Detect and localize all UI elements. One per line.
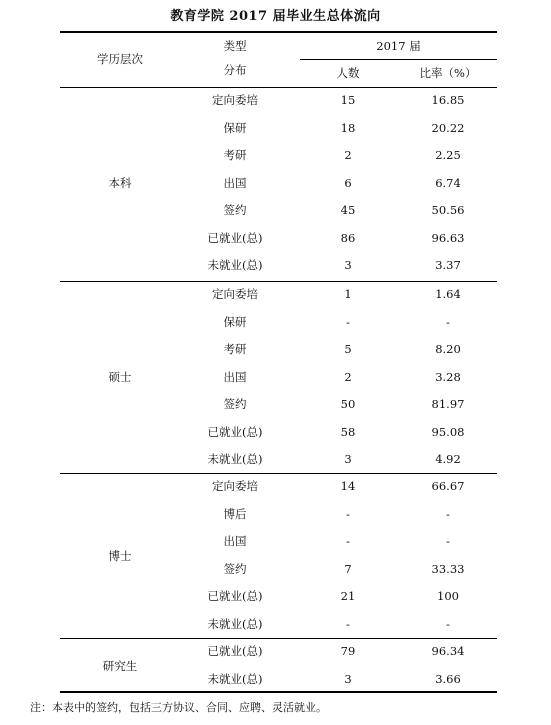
row-count: 6 [344,175,352,190]
row-type: 已就业(总) [207,589,263,603]
row-count: - [346,534,350,548]
row-type: 出国 [223,534,247,548]
row-count: 3 [344,258,352,272]
row-rate: 3.28 [435,369,461,384]
header-count: 人数 [336,66,360,80]
row-type: 已就业(总) [207,644,263,658]
row-type: 定向委培 [212,479,258,493]
row-count: 86 [340,230,356,245]
row-rate: 20.22 [431,120,465,135]
group-level-label: 硕士 [108,370,132,385]
group-divider [60,281,497,282]
row-type: 保研 [223,120,247,135]
row-type: 博后 [223,506,247,521]
row-type: 保研 [223,314,247,329]
row-rate: 100 [437,589,459,603]
row-type: 出国 [223,175,247,190]
table-note: 注：本表中的签约，包括三方协议、合同、应聘、灵活就业。 [30,701,327,714]
group-level-label: 研究生 [102,658,138,673]
table-top-rule [60,31,497,33]
table-title: 教育学院 2017 届毕业生总体流向 [170,9,381,24]
row-type: 定向委培 [212,287,258,301]
row-type: 签约 [223,397,247,411]
row-count: 3 [344,452,352,466]
row-rate: 8.20 [435,342,461,356]
row-count: 50 [340,397,356,411]
row-rate: 33.33 [431,561,465,576]
row-type: 已就业(总) [207,424,263,439]
row-count: 5 [344,342,352,356]
row-type: 未就业(总) [207,258,263,272]
row-count: 2 [344,369,352,384]
row-type: 签约 [223,561,247,576]
row-type: 考研 [223,148,247,162]
row-rate: 1.64 [435,287,461,301]
group-level-label: 本科 [108,176,132,191]
row-count: - [346,314,350,329]
row-count: 79 [340,644,356,658]
group-divider [60,638,497,639]
row-count: 7 [344,561,352,576]
row-rate: 4.92 [435,452,461,466]
row-rate: 81.97 [431,397,465,411]
row-count: 18 [340,120,356,135]
row-count: 14 [340,479,356,493]
table-bottom-rule [60,691,497,693]
row-rate: - [446,616,450,631]
row-rate: 96.63 [431,230,465,245]
row-type: 出国 [223,369,247,384]
row-rate: 2.25 [435,148,461,162]
row-rate: - [446,534,450,548]
row-rate: 50.56 [431,203,465,217]
row-type: 考研 [223,342,247,356]
row-type: 签约 [223,203,247,217]
header-partial-rule [300,59,497,60]
row-type: 已就业(总) [207,230,263,245]
row-rate: 3.37 [435,258,461,272]
header-year: 2017 届 [376,39,421,53]
group-level-label: 博士 [108,548,132,563]
header-rate: 比率（%） [419,66,477,80]
row-rate: 3.66 [435,671,461,686]
row-count: 3 [344,671,352,686]
row-count: - [346,616,350,631]
group-divider [60,473,497,474]
row-rate: - [446,506,450,521]
header-type-line1: 类型 [223,39,247,53]
row-rate: 95.08 [431,424,465,439]
header-type-line2: 分布 [223,63,247,77]
row-rate: 16.85 [431,93,465,107]
row-type: 定向委培 [212,93,258,107]
row-count: 45 [340,203,356,217]
row-rate: 96.34 [431,644,465,658]
row-count: 21 [340,589,356,603]
row-type: 未就业(总) [207,671,263,686]
header-bottom-rule [60,87,497,88]
row-rate: 6.74 [435,175,461,190]
row-count: 2 [344,148,352,162]
row-rate: 66.67 [431,479,465,493]
row-type: 未就业(总) [207,452,263,466]
row-count: - [346,506,350,521]
row-count: 1 [344,287,352,301]
row-count: 58 [340,424,356,439]
row-type: 未就业(总) [207,616,263,631]
row-rate: - [446,314,450,329]
header-level: 学历层次 [97,52,143,66]
row-count: 15 [340,93,356,107]
